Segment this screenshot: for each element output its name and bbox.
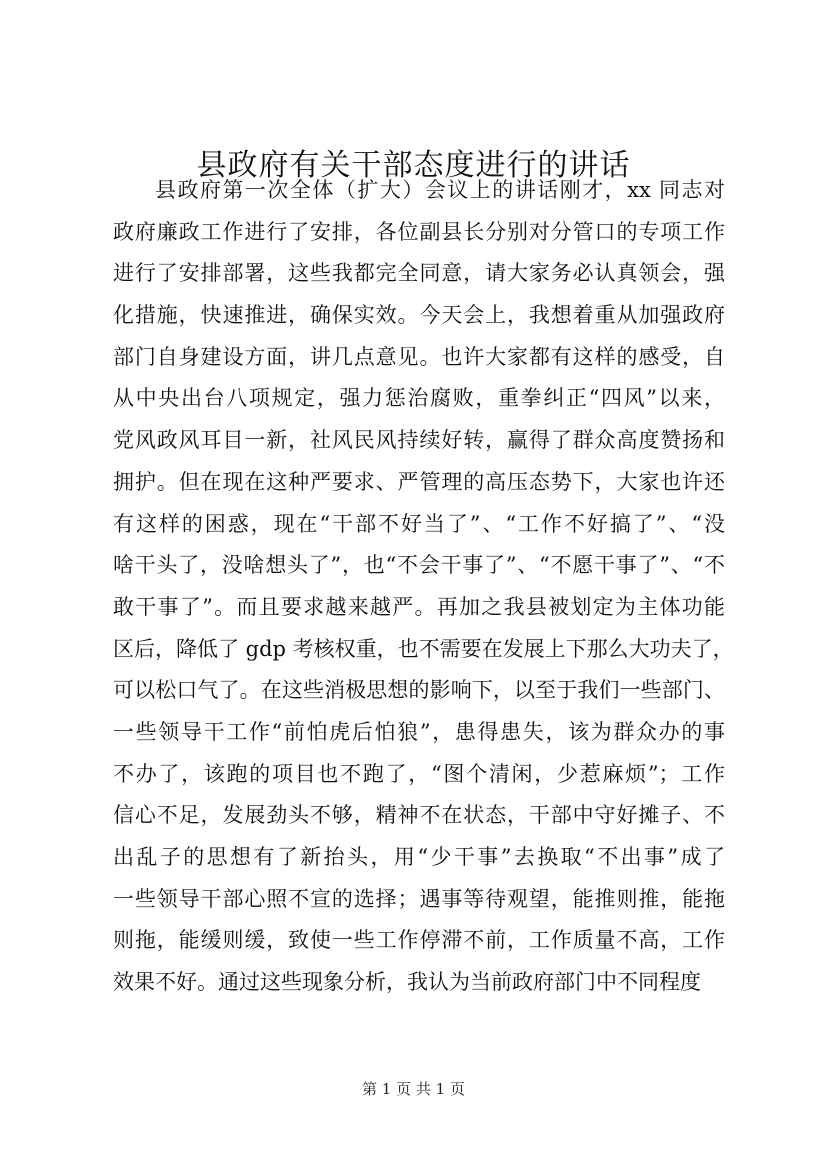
body-line: 可以松口气了。在这些消极思想的影响下，以至于我们一些部门、 <box>113 678 725 703</box>
body-line: 效果不好。通过这些现象分析，我认为当前政府部门中不同程度 <box>113 970 701 995</box>
body-line: 从中央出台八项规定，强力惩治腐败，重拳纠正“四风”以来， <box>113 386 725 411</box>
body-line: 县政府第一次全体（扩大）会议上的讲话刚才，xx 同志对 <box>155 178 725 202</box>
body-line: 化措施，快速推进，确保实效。今天会上，我想着重从加强政府 <box>113 303 725 328</box>
page-number-footer: 第 1 页 共 1 页 <box>362 1080 465 1098</box>
body-line: 敢干事了”。而且要求越来越严。再加之我县被划定为主体功能 <box>113 594 725 619</box>
body-line: 一些领导干工作“前怕虎后怕狼”，患得患失，该为群众办的事 <box>113 719 725 744</box>
body-line: 进行了安排部署，这些我都完全同意，请大家务必认真领会，强 <box>113 261 725 286</box>
body-line: 出乱子的思想有了新抬头，用“少干事”去换取“不出事”成了 <box>113 845 725 869</box>
body-line: 一些领导干部心照不宣的选择；遇事等待观望，能推则推，能拖 <box>113 886 725 911</box>
body-line: 有这样的困惑，现在“干部不好当了”、“工作不好搞了”、“没 <box>113 511 725 536</box>
body-line: 政府廉政工作进行了安排，各位副县长分别对分管口的专项工作 <box>113 219 725 244</box>
body-line: 信心不足，发展劲头不够，精神不在状态，干部中守好摊子、不 <box>113 803 725 828</box>
body-line: 党风政风耳目一新，社风民风持续好转，赢得了群众高度赞扬和 <box>113 428 725 453</box>
document-body <box>113 170 734 1004</box>
body-line: 拥护。但在现在这种严要求、严管理的高压态势下，大家也许还 <box>113 469 725 494</box>
body-line: 区后，降低了 gdp 考核权重，也不需要在发展上下那么大功夫了， <box>113 636 734 661</box>
body-line: 部门自身建设方面，讲几点意见。也许大家都有这样的感受，自 <box>113 344 725 369</box>
body-line: 啥干头了，没啥想头了”，也“不会干事了”、“不愿干事了”、“不 <box>113 553 725 578</box>
document-title: 县政府有关干部态度进行的讲话 <box>196 148 631 183</box>
body-line: 则拖，能缓则缓，致使一些工作停滞不前，工作质量不高，工作 <box>113 928 725 953</box>
body-line: 不办了，该跑的项目也不跑了，“图个清闲，少惹麻烦”；工作 <box>113 761 725 786</box>
